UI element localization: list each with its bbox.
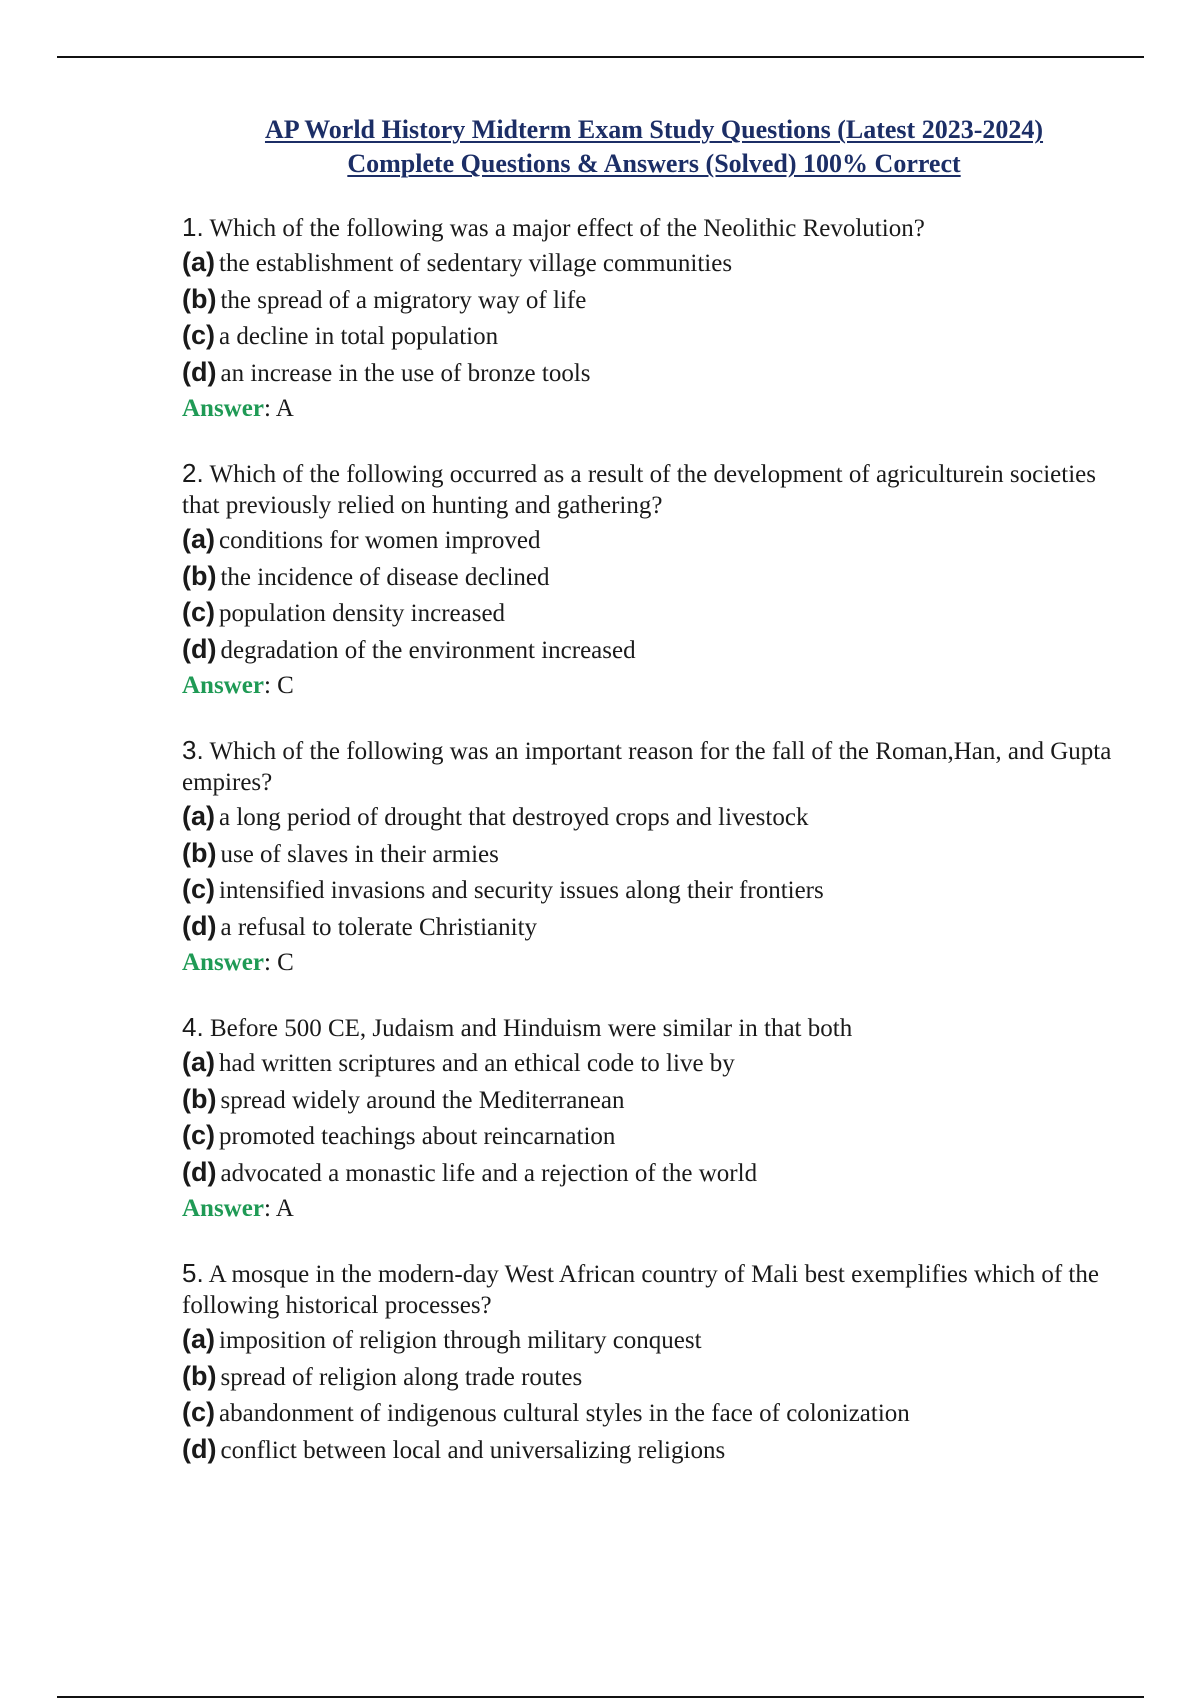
answer-option bbox=[182, 559, 1112, 596]
question-stem bbox=[182, 458, 1112, 521]
answer-line: Answer: A bbox=[182, 1195, 294, 1222]
answer-option bbox=[182, 1322, 1112, 1359]
title-line-2: Complete Questions & Answers (Solved) 100% Correct bbox=[347, 149, 961, 178]
answer-option bbox=[182, 1155, 1112, 1192]
option-text: spread of religion along trade routes bbox=[220, 1363, 583, 1391]
question-text: Which of the following was an important reason for the fall of the Roman,Han, and Gupta empires? bbox=[182, 738, 1112, 796]
answer-line: Answer: A bbox=[182, 395, 294, 422]
option-text: an increase in the use of bronze tools bbox=[220, 359, 591, 387]
question-number: 1. bbox=[182, 212, 204, 242]
option-text: the establishment of sedentary village communities bbox=[219, 250, 733, 277]
option-text: promoted teachings about reincarnation bbox=[219, 1123, 616, 1150]
answer-option bbox=[182, 355, 1112, 392]
option-text: advocated a monastic life and a rejection of the world bbox=[220, 1159, 758, 1187]
answer-label: Answer bbox=[182, 949, 264, 976]
top-rule bbox=[57, 56, 1144, 58]
option-letter: (a) bbox=[182, 1324, 215, 1354]
option-text: degradation of the environment increased bbox=[220, 636, 636, 664]
answer-label: Answer bbox=[182, 1195, 264, 1222]
answer-option bbox=[182, 632, 1112, 669]
answer-option bbox=[182, 1432, 1112, 1469]
question-text: Which of the following occurred as a result of the development of agriculturein societies that previously relied on hunting and gathering? bbox=[182, 461, 1096, 519]
answer-label: Answer bbox=[182, 395, 264, 422]
answer-line: Answer: C bbox=[182, 949, 294, 976]
bottom-rule bbox=[57, 1696, 1144, 1698]
question-number: 4. bbox=[182, 1012, 204, 1042]
option-text: the spread of a migratory way of life bbox=[220, 286, 587, 314]
option-letter: (c) bbox=[182, 597, 215, 627]
question-text: A mosque in the modern-day West African country of Mali best exemplifies which of the following historical processes? bbox=[182, 1261, 1099, 1319]
option-letter: (b) bbox=[182, 1360, 217, 1391]
option-letter: (a) bbox=[182, 247, 215, 277]
question-number: 3. bbox=[182, 735, 204, 765]
question-number: 5. bbox=[182, 1258, 204, 1288]
option-letter: (d) bbox=[182, 910, 217, 941]
option-text: use of slaves in their armies bbox=[220, 840, 499, 868]
answer-option bbox=[182, 1359, 1112, 1396]
answer-label: Answer bbox=[182, 672, 264, 699]
answer-option bbox=[182, 245, 1112, 282]
answer-option bbox=[182, 909, 1112, 946]
question-stem bbox=[182, 735, 1112, 798]
answer-option bbox=[182, 282, 1112, 319]
answer-value: A bbox=[275, 395, 294, 422]
answer-value: C bbox=[277, 949, 294, 976]
answer-option bbox=[182, 1395, 1112, 1432]
question-list bbox=[182, 212, 1112, 1499]
option-letter: (c) bbox=[182, 1397, 215, 1427]
answer-option bbox=[182, 318, 1112, 355]
option-letter: (d) bbox=[182, 633, 217, 664]
answer-option bbox=[182, 799, 1112, 836]
question-stem bbox=[182, 1258, 1112, 1321]
answer-option bbox=[182, 872, 1112, 909]
option-letter: (c) bbox=[182, 874, 215, 904]
document-title bbox=[0, 113, 1200, 181]
option-text: a decline in total population bbox=[219, 323, 499, 350]
option-text: a refusal to tolerate Christianity bbox=[220, 913, 538, 941]
option-letter: (d) bbox=[182, 1433, 217, 1464]
option-letter: (b) bbox=[182, 560, 217, 591]
option-letter: (b) bbox=[182, 283, 217, 314]
question-4 bbox=[182, 1012, 1112, 1227]
answer-option bbox=[182, 522, 1112, 559]
option-letter: (d) bbox=[182, 1156, 217, 1187]
answer-option bbox=[182, 1082, 1112, 1119]
option-text: population density increased bbox=[219, 600, 506, 627]
question-5 bbox=[182, 1258, 1112, 1468]
option-letter: (b) bbox=[182, 1083, 217, 1114]
option-letter: (a) bbox=[182, 524, 215, 554]
option-letter: (c) bbox=[182, 320, 215, 350]
title-line-1: AP World History Midterm Exam Study Questions (Latest 2023-2024) bbox=[264, 115, 1044, 144]
question-2 bbox=[182, 458, 1112, 704]
question-number: 2. bbox=[182, 458, 204, 488]
option-text: a long period of drought that destroyed crops and livestock bbox=[219, 804, 809, 831]
option-text: conditions for women improved bbox=[219, 527, 541, 554]
option-letter: (d) bbox=[182, 356, 217, 387]
option-letter: (b) bbox=[182, 837, 217, 868]
option-text: conflict between local and universalizing religions bbox=[220, 1436, 726, 1464]
option-text: spread widely around the Mediterranean bbox=[220, 1086, 625, 1114]
answer-line: Answer: C bbox=[182, 672, 294, 699]
question-1 bbox=[182, 212, 1112, 427]
option-text: the incidence of disease declined bbox=[220, 563, 550, 591]
answer-option bbox=[182, 595, 1112, 632]
answer-option bbox=[182, 1118, 1112, 1155]
question-stem bbox=[182, 1012, 1112, 1044]
question-3 bbox=[182, 735, 1112, 981]
answer-value: C bbox=[277, 672, 294, 699]
option-text: intensified invasions and security issues along their frontiers bbox=[219, 877, 824, 904]
option-letter: (c) bbox=[182, 1120, 215, 1150]
answer-value: A bbox=[275, 1195, 294, 1222]
answer-option bbox=[182, 1045, 1112, 1082]
question-stem bbox=[182, 212, 1112, 244]
option-text: had written scriptures and an ethical code to live by bbox=[219, 1050, 735, 1077]
option-letter: (a) bbox=[182, 1047, 215, 1077]
question-text: Before 500 CE, Judaism and Hinduism were similar in that both bbox=[209, 1015, 853, 1042]
option-text: imposition of religion through military conquest bbox=[219, 1327, 702, 1354]
option-text: abandonment of indigenous cultural styles in the face of colonization bbox=[219, 1400, 910, 1427]
answer-option bbox=[182, 836, 1112, 873]
question-text: Which of the following was a major effect of the Neolithic Revolution? bbox=[209, 215, 925, 242]
option-letter: (a) bbox=[182, 801, 215, 831]
